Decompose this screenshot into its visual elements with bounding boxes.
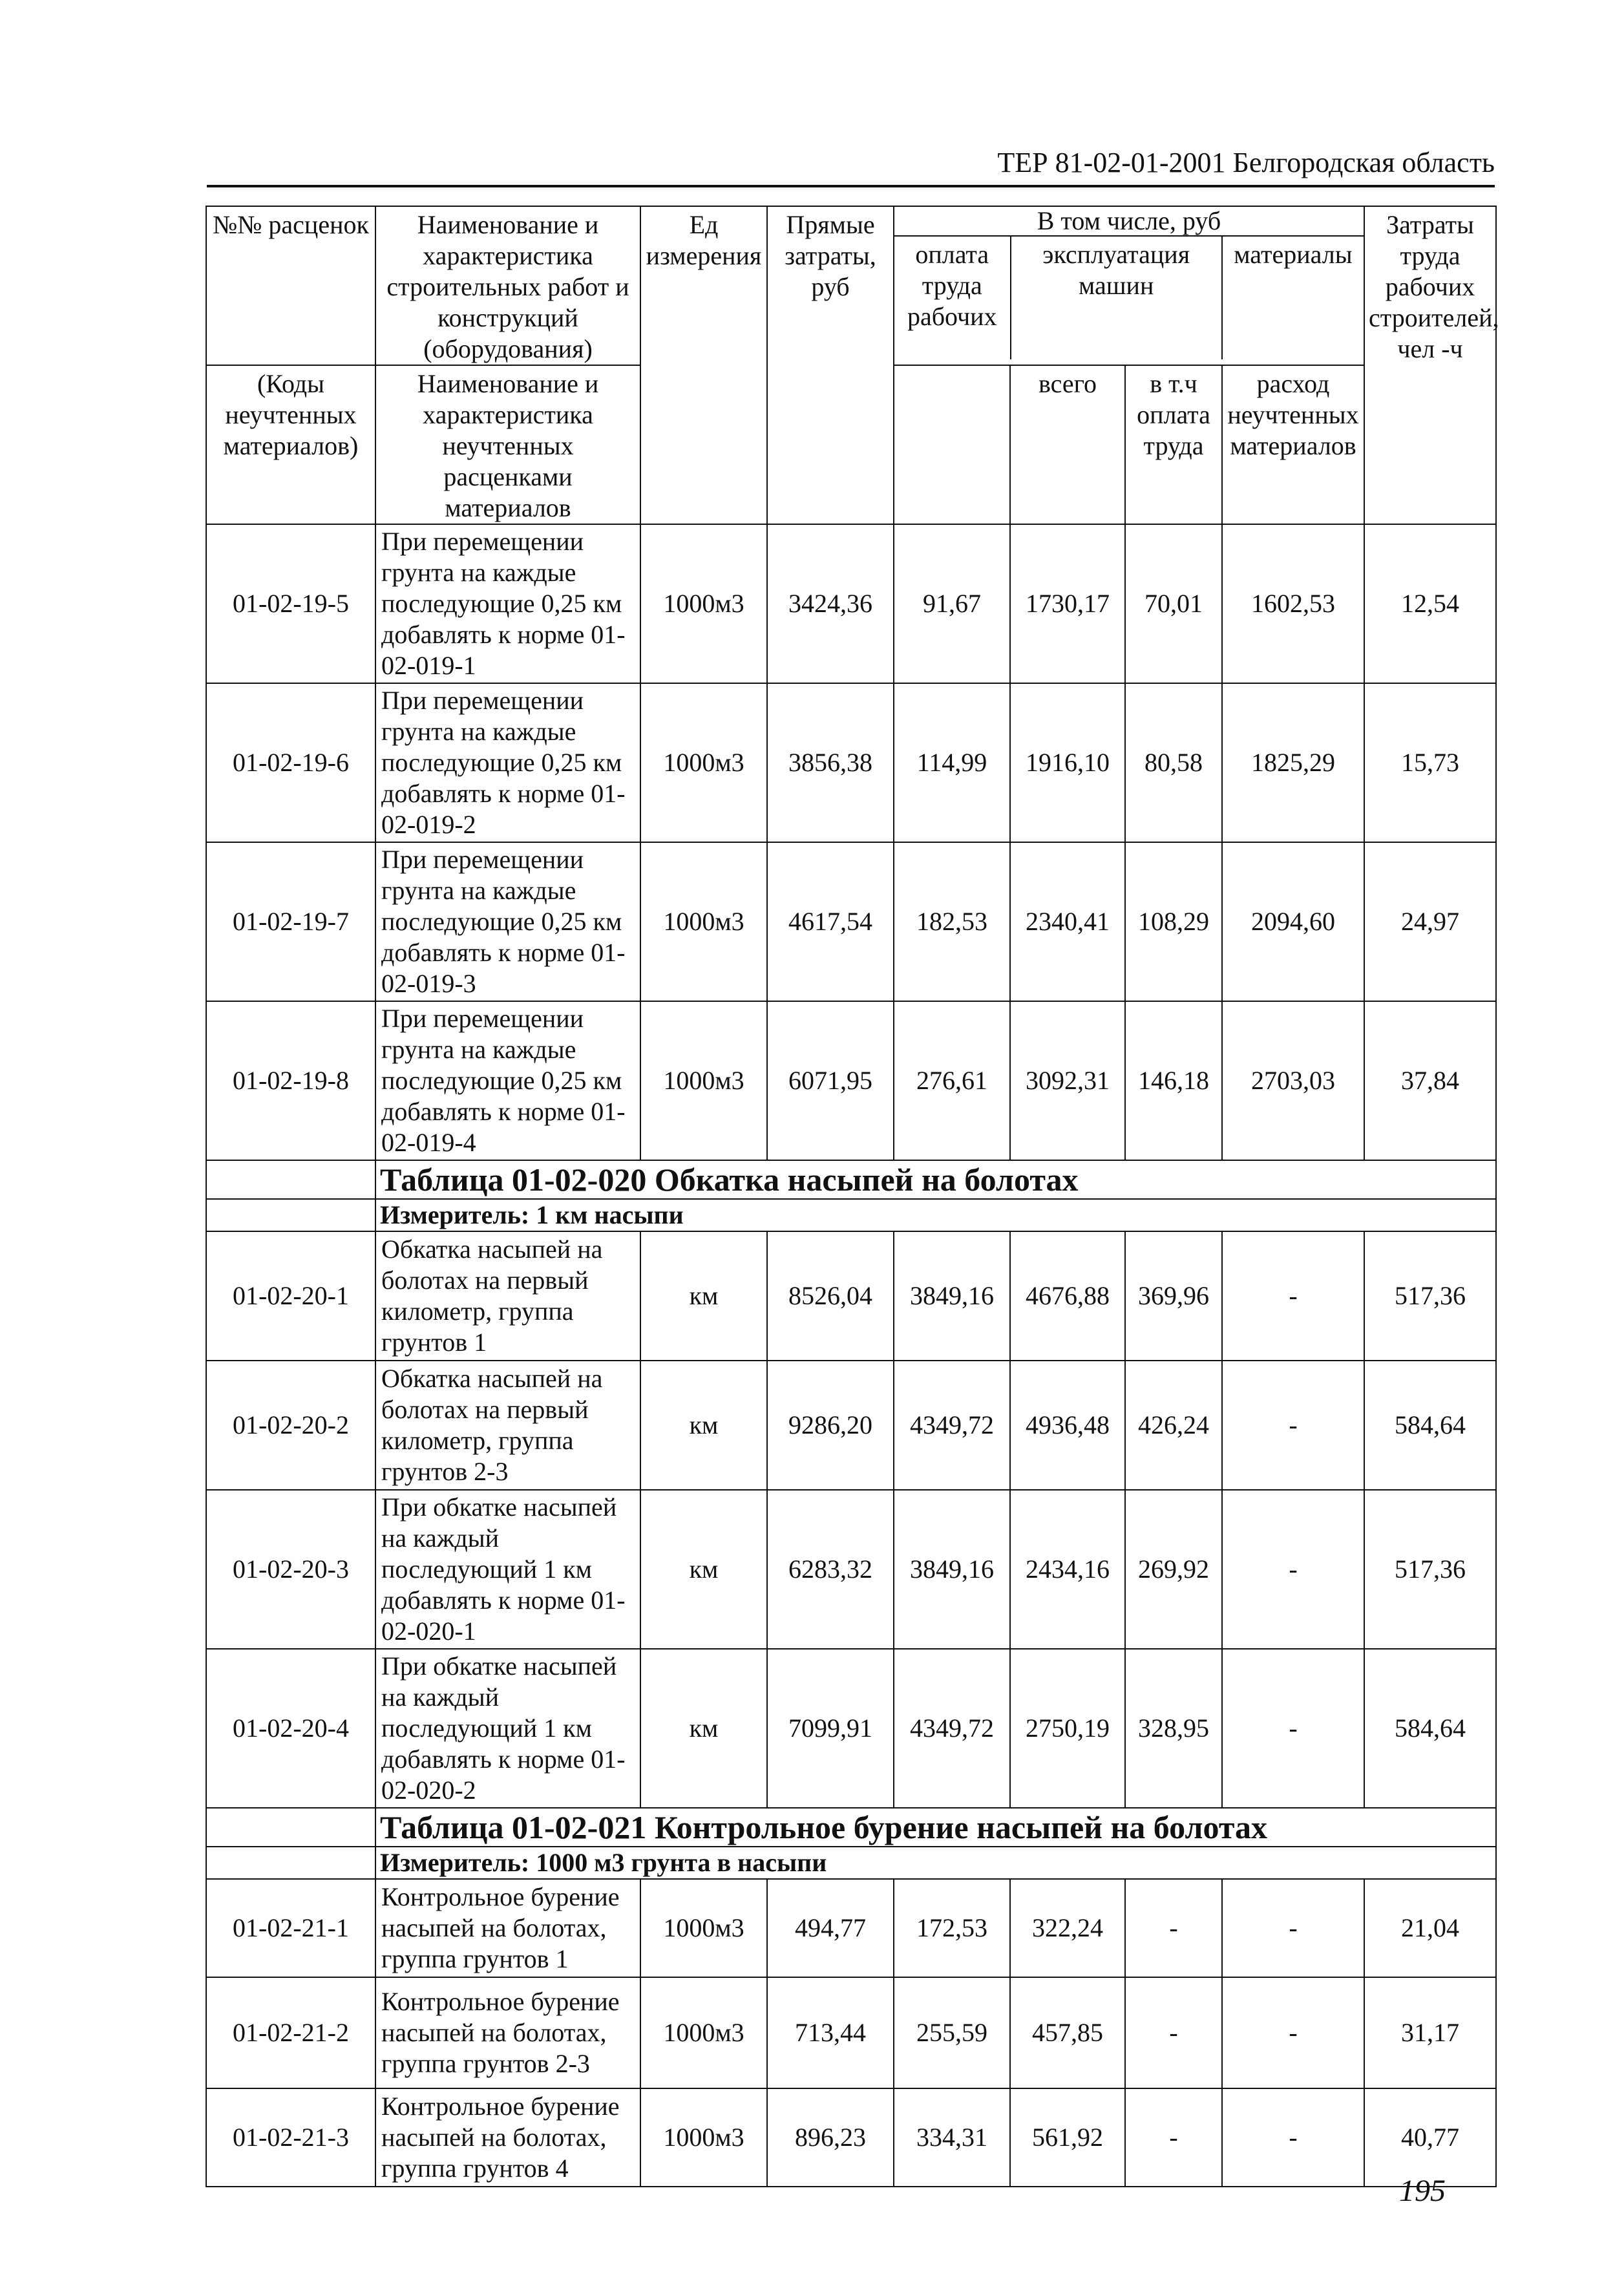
rate-wage: 4349,72 <box>894 1649 1010 1808</box>
rate-mach: 1730,17 <box>1010 524 1125 683</box>
rate-name: Обкатка насыпей на болотах на первый километр, группа грунтов 2-3 <box>375 1361 640 1490</box>
rate-name: При обкатке насыпей на каждый последующий 1 км добавлять к норме 01-02-020-1 <box>375 1490 640 1649</box>
table-020-unit-row <box>206 1199 1496 1231</box>
rate-mach-wage: - <box>1125 1879 1222 1977</box>
page-header <box>207 143 1495 187</box>
rate-wage: 255,59 <box>894 1977 1010 2088</box>
table-021-unit-row <box>206 1847 1496 1879</box>
table-row <box>206 2088 1496 2187</box>
rate-materials: - <box>1222 1879 1364 1977</box>
rate-mach-wage: 108,29 <box>1125 842 1222 1001</box>
incl-label: В том числе, руб <box>894 207 1364 237</box>
rate-unit: 1000м3 <box>640 683 767 842</box>
rate-materials: - <box>1222 1490 1364 1649</box>
rate-direct: 4617,54 <box>767 842 894 1001</box>
rate-direct: 8526,04 <box>767 1231 894 1361</box>
rate-wage: 276,61 <box>894 1001 1010 1160</box>
rate-mach: 2434,16 <box>1010 1490 1125 1649</box>
rate-wage: 172,53 <box>894 1879 1010 1977</box>
rate-unit: км <box>640 1649 767 1808</box>
rate-wage: 334,31 <box>894 2088 1010 2187</box>
rate-unit: 1000м3 <box>640 524 767 683</box>
rate-direct: 6283,32 <box>767 1490 894 1649</box>
rate-direct: 9286,20 <box>767 1361 894 1490</box>
col-mach-total-header: всего <box>1010 365 1125 524</box>
rate-direct: 713,44 <box>767 1977 894 2088</box>
rate-labor: 15,73 <box>1364 683 1496 842</box>
incl-subheaders <box>894 237 1364 359</box>
rate-wage: 182,53 <box>894 842 1010 1001</box>
rate-mach: 457,85 <box>1010 1977 1125 2088</box>
document-title: ТЕР 81-02-01-2001 Белгородская область <box>997 147 1495 178</box>
rate-mach-wage: 426,24 <box>1125 1361 1222 1490</box>
rate-labor: 517,36 <box>1364 1490 1496 1649</box>
rate-mach-wage: 369,96 <box>1125 1231 1222 1361</box>
rate-unit: км <box>640 1490 767 1649</box>
table-row <box>206 1001 1496 1160</box>
rate-mach-wage: - <box>1125 1977 1222 2088</box>
rate-mach: 4936,48 <box>1010 1361 1125 1490</box>
table-row <box>206 842 1496 1001</box>
rate-mach: 1916,10 <box>1010 683 1125 842</box>
table-row <box>206 683 1496 842</box>
col-wage-header: оплата труда рабочих <box>894 237 1011 359</box>
rate-materials: - <box>1222 2088 1364 2187</box>
table-row <box>206 1231 1496 1361</box>
rate-materials: 2703,03 <box>1222 1001 1364 1160</box>
rate-code: 01-02-19-7 <box>206 842 375 1001</box>
rate-mach: 322,24 <box>1010 1879 1125 1977</box>
rate-labor: 21,04 <box>1364 1879 1496 1977</box>
table-row <box>206 1361 1496 1490</box>
rate-mach-wage: 269,92 <box>1125 1490 1222 1649</box>
rate-name: При перемещении грунта на каждые последующие 0,25 км добавлять к норме 01-02-019-3 <box>375 842 640 1001</box>
table-021-title-row <box>206 1808 1496 1847</box>
col-incl-header <box>894 206 1364 365</box>
table-021-title: Таблица 01-02-021 Контрольное бурение насыпей на болотах <box>375 1808 1496 1847</box>
page-number: 195 <box>1399 2174 1446 2208</box>
rate-unit: км <box>640 1361 767 1490</box>
rate-name: При обкатке насыпей на каждый последующий 1 км добавлять к норме 01-02-020-2 <box>375 1649 640 1808</box>
wage-alt-blank <box>894 365 1010 524</box>
col-labor-header: Затраты труда рабочих строителей, чел -ч <box>1364 206 1496 524</box>
table-020-unit: Измеритель: 1 км насыпи <box>375 1199 1496 1231</box>
table-row <box>206 1649 1496 1808</box>
rate-direct: 494,77 <box>767 1879 894 1977</box>
col-code-header: №№ расценок <box>206 206 375 365</box>
table-row <box>206 1879 1496 1977</box>
col-unit-header: Ед измерения <box>640 206 767 524</box>
rate-name: При перемещении грунта на каждые последующие 0,25 км добавлять к норме 01-02-019-4 <box>375 1001 640 1160</box>
rate-code: 01-02-21-1 <box>206 1879 375 1977</box>
rate-direct: 3424,36 <box>767 524 894 683</box>
table-020-title-row <box>206 1160 1496 1199</box>
rate-mach-wage: 80,58 <box>1125 683 1222 842</box>
rate-direct: 6071,95 <box>767 1001 894 1160</box>
rate-name: При перемещении грунта на каждые последующие 0,25 км добавлять к норме 01-02-019-2 <box>375 683 640 842</box>
header-row-1 <box>206 206 1496 365</box>
col-mach-wage-header: в т.ч оплата труда <box>1125 365 1222 524</box>
rate-mach: 4676,88 <box>1010 1231 1125 1361</box>
table-row <box>206 1490 1496 1649</box>
rate-labor: 40,77 <box>1364 2088 1496 2187</box>
col-materials-alt-header: расход неучтенных материалов <box>1222 365 1364 524</box>
rate-code: 01-02-19-8 <box>206 1001 375 1160</box>
rate-wage: 3849,16 <box>894 1231 1010 1361</box>
rate-code: 01-02-20-4 <box>206 1649 375 1808</box>
rate-mach-wage: 70,01 <box>1125 524 1222 683</box>
rate-direct: 3856,38 <box>767 683 894 842</box>
col-materials-header: материалы <box>1234 240 1353 269</box>
rate-name: Обкатка насыпей на болотах на первый километр, группа грунтов 1 <box>375 1231 640 1361</box>
rate-labor: 24,97 <box>1364 842 1496 1001</box>
rate-wage: 4349,72 <box>894 1361 1010 1490</box>
table-020-title: Таблица 01-02-020 Обкатка насыпей на болотах <box>375 1160 1496 1199</box>
rate-unit: 1000м3 <box>640 1879 767 1977</box>
rate-labor: 31,17 <box>1364 1977 1496 2088</box>
rate-labor: 517,36 <box>1364 1231 1496 1361</box>
rates-table <box>206 206 1497 2187</box>
rate-mach-wage: 328,95 <box>1125 1649 1222 1808</box>
rate-materials: 2094,60 <box>1222 842 1364 1001</box>
rate-mach: 2750,19 <box>1010 1649 1125 1808</box>
rate-code: 01-02-20-3 <box>206 1490 375 1649</box>
rate-mach: 2340,41 <box>1010 842 1125 1001</box>
table-row <box>206 524 1496 683</box>
rate-direct: 7099,91 <box>767 1649 894 1808</box>
rate-unit: 1000м3 <box>640 1977 767 2088</box>
rate-materials: - <box>1222 1231 1364 1361</box>
col-direct-header: Прямые затраты, руб <box>767 206 894 524</box>
rate-materials: - <box>1222 1977 1364 2088</box>
rate-name: При перемещении грунта на каждые последующие 0,25 км добавлять к норме 01-02-019-1 <box>375 524 640 683</box>
rate-wage: 3849,16 <box>894 1490 1010 1649</box>
rate-mach: 3092,31 <box>1010 1001 1125 1160</box>
rate-name: Контрольное бурение насыпей на болотах, группа грунтов 4 <box>375 2088 640 2187</box>
rate-wage: 91,67 <box>894 524 1010 683</box>
rate-labor: 37,84 <box>1364 1001 1496 1160</box>
rate-name: Контрольное бурение насыпей на болотах, группа грунтов 2-3 <box>375 1977 640 2088</box>
rate-materials: - <box>1222 1649 1364 1808</box>
col-name-header: Наименование и характеристика строительных работ и конструкций (оборудования) <box>375 206 640 365</box>
rate-labor: 12,54 <box>1364 524 1496 683</box>
rate-code: 01-02-20-2 <box>206 1361 375 1490</box>
rate-mach-wage: 146,18 <box>1125 1001 1222 1160</box>
rate-labor: 584,64 <box>1364 1649 1496 1808</box>
table-row <box>206 1977 1496 2088</box>
rate-mach-wage: - <box>1125 2088 1222 2187</box>
col-machines-header: эксплуатация машин <box>1011 237 1223 359</box>
rate-materials: 1825,29 <box>1222 683 1364 842</box>
rate-materials: - <box>1222 1361 1364 1490</box>
rate-name: Контрольное бурение насыпей на болотах, группа грунтов 1 <box>375 1879 640 1977</box>
rate-code: 01-02-19-5 <box>206 524 375 683</box>
rate-unit: км <box>640 1231 767 1361</box>
rate-unit: 1000м3 <box>640 2088 767 2187</box>
rate-unit: 1000м3 <box>640 842 767 1001</box>
rate-wage: 114,99 <box>894 683 1010 842</box>
rate-code: 01-02-20-1 <box>206 1231 375 1361</box>
rate-unit: 1000м3 <box>640 1001 767 1160</box>
col-name-alt-header: Наименование и характеристика неучтенных расценками материалов <box>375 365 640 524</box>
table-021-unit: Измеритель: 1000 м3 грунта в насыпи <box>375 1847 1496 1879</box>
rate-code: 01-02-19-6 <box>206 683 375 842</box>
rate-direct: 896,23 <box>767 2088 894 2187</box>
rate-code: 01-02-21-2 <box>206 1977 375 2088</box>
rate-mach: 561,92 <box>1010 2088 1125 2187</box>
rate-labor: 584,64 <box>1364 1361 1496 1490</box>
col-code-alt-header: (Коды неучтенных материалов) <box>206 365 375 524</box>
rate-code: 01-02-21-3 <box>206 2088 375 2187</box>
rate-materials: 1602,53 <box>1222 524 1364 683</box>
